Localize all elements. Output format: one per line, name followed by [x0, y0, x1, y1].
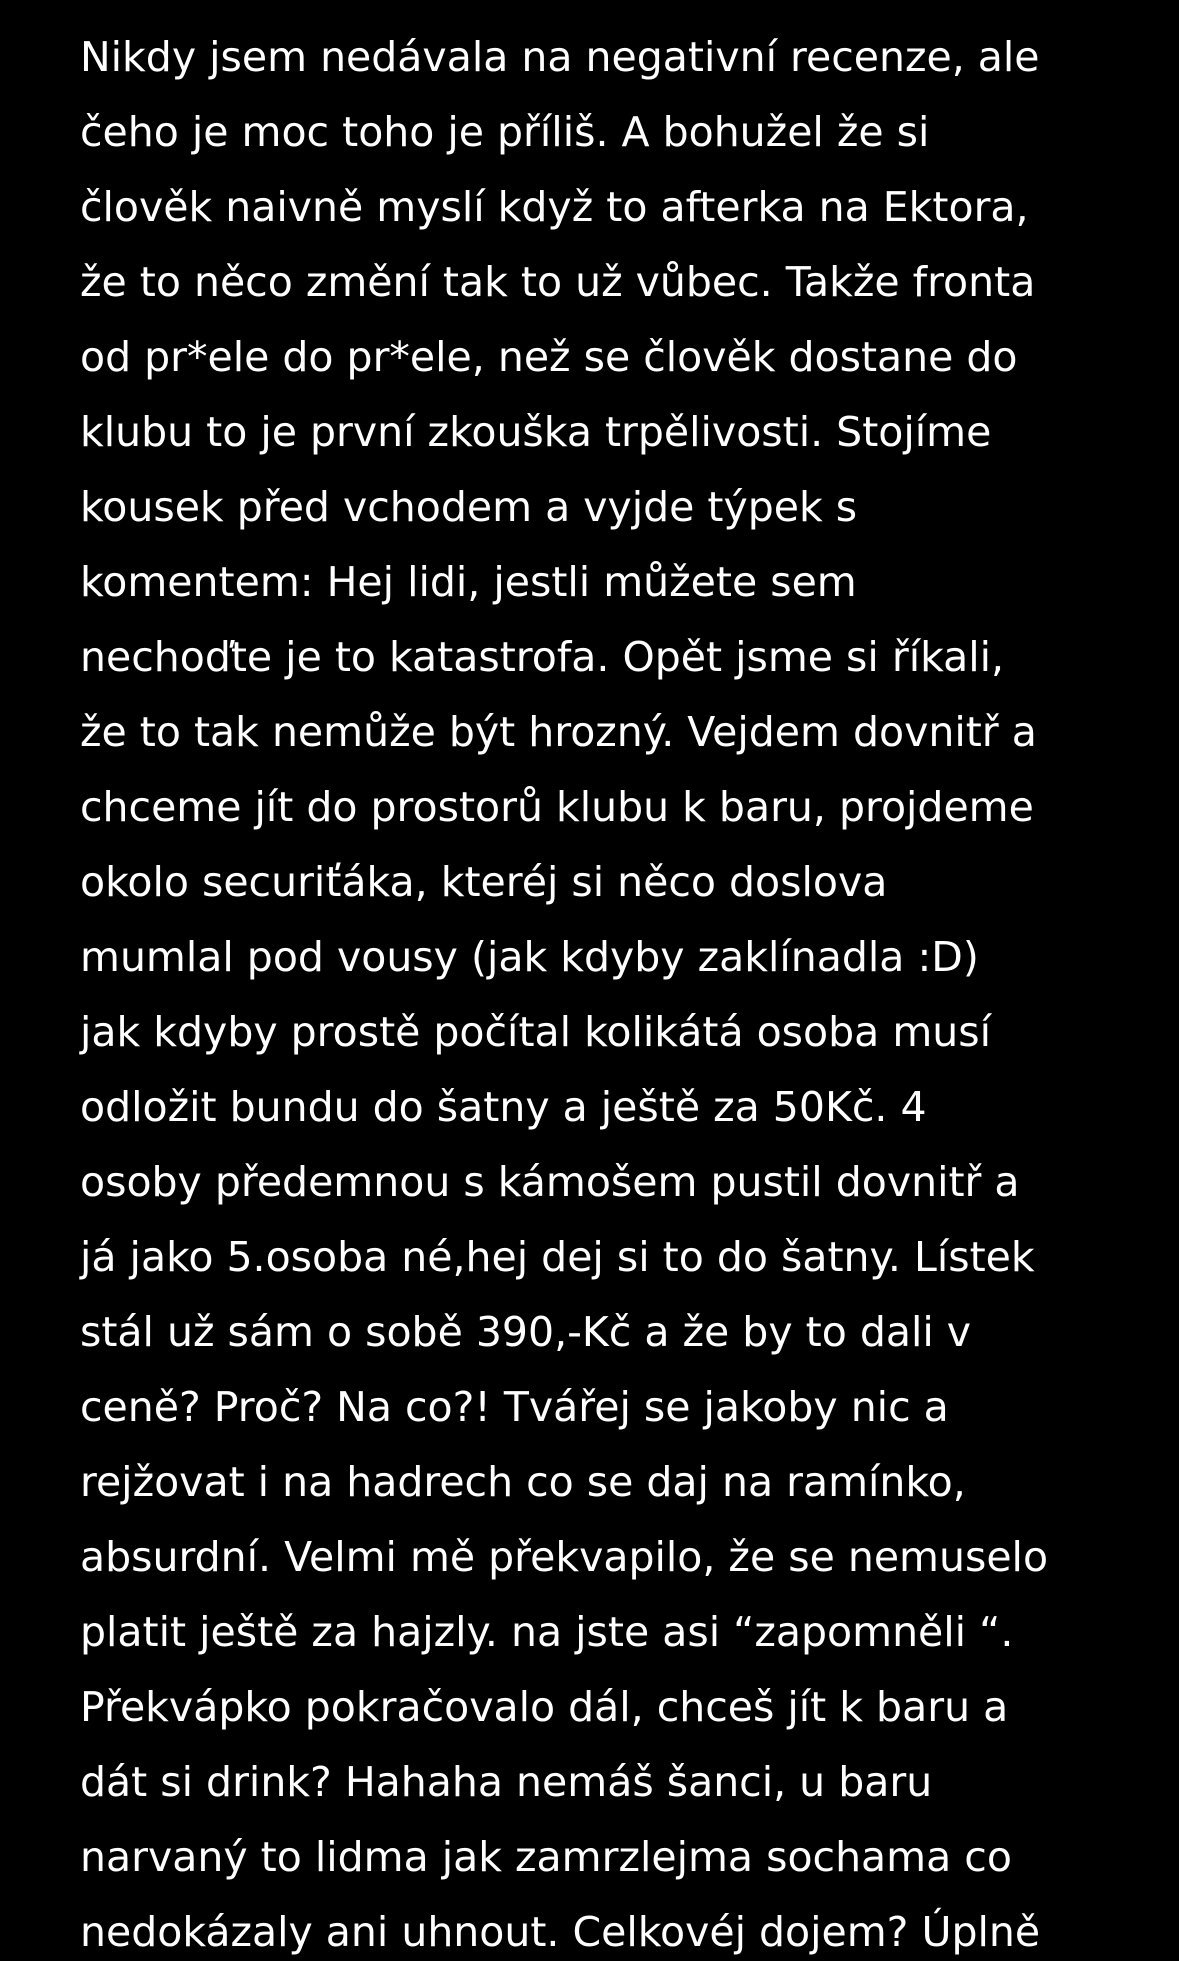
- review-line: čeho je moc toho je příliš. A bohužel že si: [80, 108, 930, 156]
- review-line: že to tak nemůže být hrozný. Vejdem dovnitř a: [80, 708, 1037, 756]
- review-line: od pr*ele do pr*ele, než se člověk dostane do: [80, 333, 1018, 381]
- review-line: narvaný to lidma jak zamrzlejma sochama co: [80, 1833, 1012, 1881]
- review-line: okolo securiťáka, kteréj si něco doslova: [80, 858, 888, 906]
- review-line: Nikdy jsem nedávala na negativní recenze, ale: [80, 33, 1040, 81]
- review-line: komentem: Hej lidi, jestli můžete sem: [80, 558, 857, 606]
- review-line: rejžovat i na hadrech co se daj na ramínko,: [80, 1458, 966, 1506]
- review-line: člověk naivně myslí když to afterka na Ektora,: [80, 183, 1029, 231]
- review-line: nedokázaly ani uhnout. Celkovéj dojem? Úplně: [80, 1908, 1041, 1956]
- review-line: že to něco změní tak to už vůbec. Takže fronta: [80, 258, 1036, 306]
- review-line: mumlal pod vousy (jak kdyby zaklínadla :D): [80, 933, 979, 981]
- review-line: Překvápko pokračovalo dál, chceš jít k baru a: [80, 1683, 1009, 1731]
- review-text-body: [80, 20, 1120, 1961]
- review-line: platit ještě za hajzly. na jste asi “zapomněli “.: [80, 1608, 1014, 1656]
- review-line: osoby předemnou s kámošem pustil dovnitř a: [80, 1158, 1020, 1206]
- review-line: nechoďte je to katastrofa. Opět jsme si říkali,: [80, 633, 1005, 681]
- review-line: odložit bundu do šatny a ještě za 50Kč. 4: [80, 1083, 927, 1131]
- review-line: já jako 5.osoba né,hej dej si to do šatny. Lístek: [80, 1233, 1035, 1281]
- review-line: absurdní. Velmi mě překvapilo, že se nemuselo: [80, 1533, 1049, 1581]
- review-line: kousek před vchodem a vyjde týpek s: [80, 483, 858, 531]
- review-line: ceně? Proč? Na co?! Tvářej se jakoby nic a: [80, 1383, 949, 1431]
- review-line: stál už sám o sobě 390,-Kč a že by to dali v: [80, 1308, 972, 1356]
- review-line: dát si drink? Hahaha nemáš šanci, u baru: [80, 1758, 933, 1806]
- review-line: chceme jít do prostorů klubu k baru, projdeme: [80, 783, 1034, 831]
- review-line: klubu to je první zkouška trpělivosti. Stojíme: [80, 408, 992, 456]
- review-line: jak kdyby prostě počítal kolikátá osoba musí: [80, 1008, 991, 1056]
